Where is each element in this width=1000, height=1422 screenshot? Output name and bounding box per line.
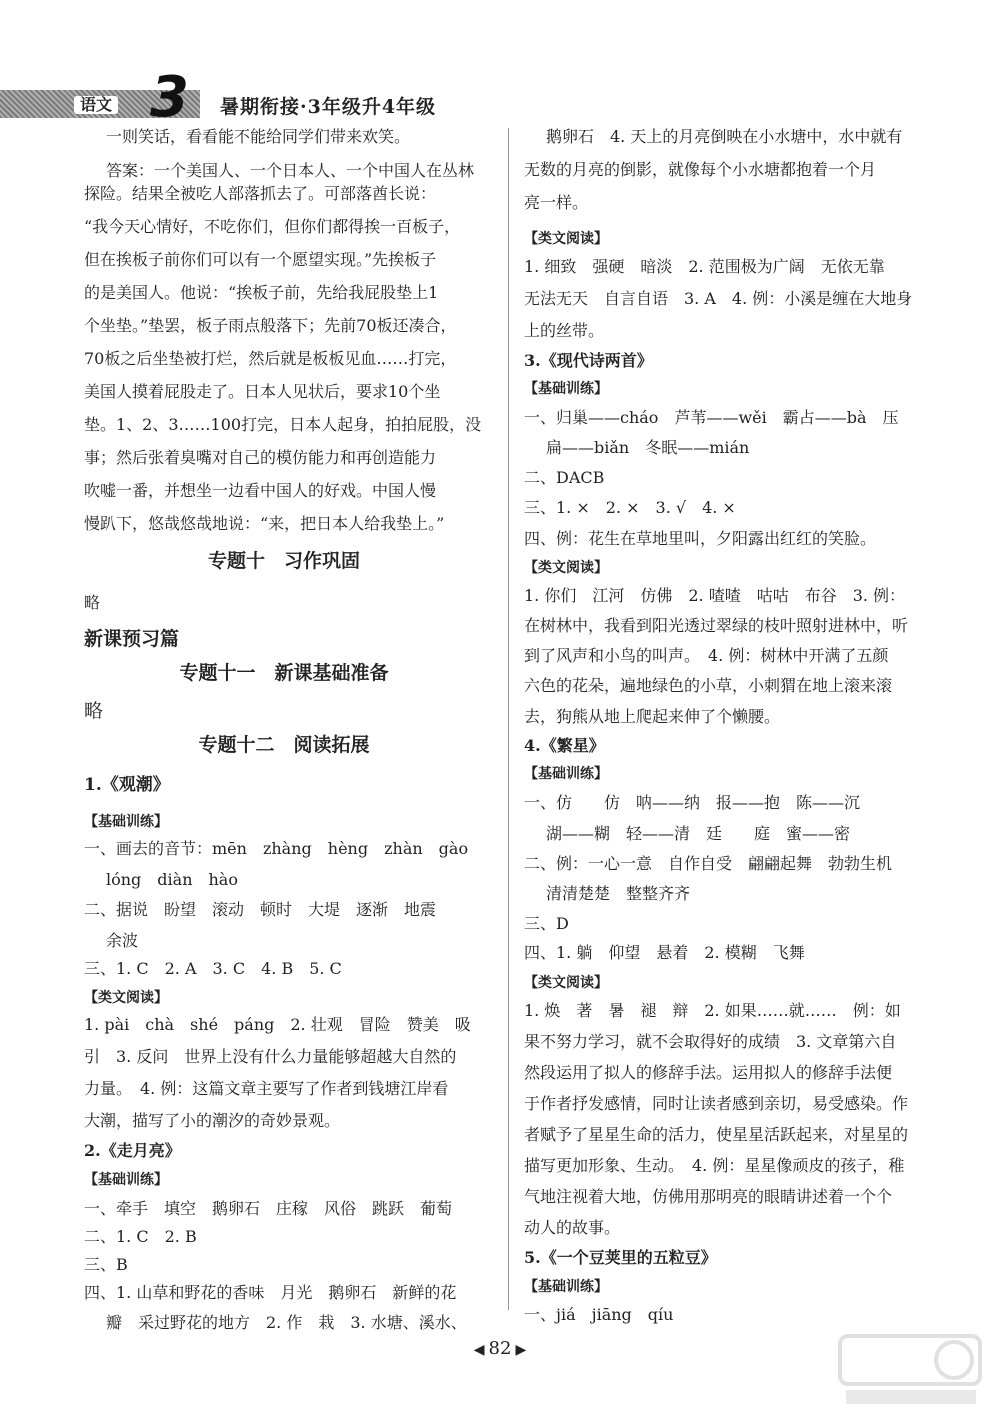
tag-label: 【基础训练】 <box>524 381 608 397</box>
text-line: 力量。 4. 例：这篇文章主要写了作者到钱塘江岸看 <box>84 1079 449 1098</box>
text-line: 到了风声和小鸟的叫声。 4. 例：树林中开满了五颜 <box>524 646 889 665</box>
text-line: 无法无天 自言自语 3. A 4. 例：小溪是缠在大地身 <box>524 289 913 308</box>
text-line: 亮一样。 <box>524 193 589 212</box>
tag-label: 【类文阅读】 <box>524 231 608 247</box>
text-line: lóng diàn hào <box>106 870 238 889</box>
tag-label: 【类文阅读】 <box>524 560 608 576</box>
watermark-logo-icon <box>836 1330 986 1410</box>
lesson-title: 5.《一个豆荚里的五粒豆》 <box>524 1248 717 1267</box>
text-line: 气地注视着大地，仿佛用那明亮的眼睛讲述着一个个 <box>524 1187 893 1206</box>
text-line: 三、1. C 2. A 3. C 4. B 5. C <box>84 959 342 978</box>
text-line: 垫。1、2、3……100打完，日本人起身，拍拍屁股，没 <box>84 415 482 434</box>
text-line: 大潮，描写了小的潮汐的奇妙景观。 <box>84 1111 341 1130</box>
text-line: 六色的花朵，遍地绿色的小草，小刺猬在地上滚来滚 <box>524 676 893 695</box>
page-header <box>0 65 1000 130</box>
text-line: 然段运用了拟人的修辞手法。运用拟人的修辞手法便 <box>524 1063 893 1082</box>
text-line: 二、DACB <box>524 468 605 487</box>
tag-label: 【基础训练】 <box>84 814 168 830</box>
text-line: 二、例：一心一意 自作自受 翩翩起舞 勃勃生机 <box>524 854 893 873</box>
text-line: 答案：一个美国人、一个日本人、一个中国人在丛林 <box>106 161 475 180</box>
section-heading: 专题十二 阅读拓展 <box>198 734 370 756</box>
left-arrow-icon: ◀ <box>473 1342 485 1358</box>
text-line: 四、1. 躺 仰望 悬着 2. 模糊 飞舞 <box>524 943 805 962</box>
lesson-title: 2.《走月亮》 <box>84 1141 181 1160</box>
tag-label: 【基础训练】 <box>524 766 608 782</box>
text-line: 在树林中，我看到阳光透过翠绿的枝叶照射进林中，听 <box>524 616 909 635</box>
text-line: 余波 <box>106 931 139 950</box>
text-line: 1. 焕 著 暑 褪 辩 2. 如果……就…… 例：如 <box>524 1001 901 1020</box>
text-line: 湖——糊 轻——清 廷 庭 蜜——密 <box>546 824 851 843</box>
lesson-title: 3.《现代诗两首》 <box>524 351 653 370</box>
text-line: 略 <box>84 593 101 612</box>
text-line: 三、D <box>524 914 569 933</box>
lesson-title: 1.《观潮》 <box>84 775 170 795</box>
text-line: 动人的故事。 <box>524 1218 621 1237</box>
text-line: 1. pài chà shé páng 2. 壮观 冒险 赞美 吸 <box>84 1015 471 1034</box>
text-line: 但在挨板子前你们可以有一个愿望实现。”先挨板子 <box>84 250 437 269</box>
text-line: 引 3. 反问 世界上没有什么力量能够超越大自然的 <box>84 1047 457 1066</box>
text-line: 鹅卵石 4. 天上的月亮倒映在小水塘中，水中就有 <box>546 127 903 146</box>
column-divider <box>508 128 509 1310</box>
text-line: 瓣 采过野花的地方 2. 作 栽 3. 水塘、溪水、 <box>106 1313 467 1332</box>
subject-label: 语文 <box>74 96 118 114</box>
text-line: 慢趴下，悠哉悠哉地说：“来，把日本人给我垫上。” <box>84 514 445 533</box>
text-line: 事；然后张着臭嘴对自己的模仿能力和再创造能力 <box>84 448 437 467</box>
text-line: 1. 你们 江河 仿佛 2. 喳喳 咕咕 布谷 3. 例： <box>524 586 906 605</box>
text-line: 一、归巢——cháo 芦苇——wěi 霸占——bà 压 <box>524 408 899 427</box>
text-line: 一则笑话，看看能不能给同学们带来欢笑。 <box>106 127 411 146</box>
text-line: 个坐垫。”垫罢，板子雨点般落下；先前70板还凑合， <box>84 316 457 335</box>
text-line: 一、牵手 填空 鹅卵石 庄稼 风俗 跳跃 葡萄 <box>84 1199 453 1218</box>
text-line: 探险。结果全被吃人部落抓去了。可部落酋长说： <box>84 184 437 203</box>
text-line: 70板之后坐垫被打烂，然后就是板板见血……打完， <box>84 349 457 368</box>
part-heading: 新课预习篇 <box>84 628 180 650</box>
lesson-title: 4.《繁星》 <box>524 736 605 755</box>
text-line: 果不努力学习，就不会取得好的成绩 3. 文章第六自 <box>524 1032 897 1051</box>
text-line: 二、1. C 2. B <box>84 1227 197 1246</box>
tag-label: 【基础训练】 <box>84 1172 168 1188</box>
text-line: 一、画去的音节：mēn zhàng hèng zhàn gào <box>84 839 469 858</box>
text-line: 清清楚楚 整整齐齐 <box>546 884 691 903</box>
text-line: 四、例：花生在草地里叫，夕阳露出红红的笑脸。 <box>524 529 877 548</box>
text-line: 的是美国人。他说：“挨板子前，先给我屁股垫上1 <box>84 283 439 302</box>
text-line: 吹嘘一番，并想坐一边看中国人的好戏。中国人慢 <box>84 481 437 500</box>
section-heading: 专题十 习作巩固 <box>207 550 360 572</box>
header-title: 暑期衔接·3年级升4年级 <box>220 96 437 118</box>
text-line: 扁——biǎn 冬眠——mián <box>546 438 750 457</box>
text-line: 描写更加形象、生动。 4. 例：星星像顽皮的孩子，稚 <box>524 1156 905 1175</box>
text-line: 略 <box>84 700 104 722</box>
text-line: 美国人摸着屁股走了。日本人见状后，要求10个坐 <box>84 382 441 401</box>
text-line: 1. 细致 强硬 暗淡 2. 范围极为广阔 无依无靠 <box>524 257 885 276</box>
text-line: 者赋予了星星生命的活力，使星星活跃起来，对星星的 <box>524 1125 909 1144</box>
text-line: “我今天心情好，不吃你们，但你们都得挨一百板子， <box>84 217 461 236</box>
book-number: 3 <box>150 65 189 130</box>
text-line: 无数的月亮的倒影，就像每个小水塘都抱着一个月 <box>524 160 877 179</box>
text-line: 三、B <box>84 1255 128 1274</box>
text-line: 去，狗熊从地上爬起来伸了个懒腰。 <box>524 707 781 726</box>
tag-label: 【基础训练】 <box>524 1279 608 1295</box>
text-line: 一、仿 仿 呐——纳 报——抱 陈——沉 <box>524 793 861 812</box>
text-line: 四、1. 山草和野花的香味 月光 鹅卵石 新鲜的花 <box>84 1283 457 1302</box>
text-line: 一、jiá jiāng qíu <box>524 1305 674 1324</box>
text-line: 三、1. × 2. × 3. √ 4. × <box>524 498 736 517</box>
section-heading: 专题十一 新课基础准备 <box>179 662 389 684</box>
right-arrow-icon: ▶ <box>515 1342 527 1358</box>
text-line: 上的丝带。 <box>524 321 605 340</box>
page-number-value: 82 <box>488 1338 512 1359</box>
text-line: 于作者抒发感情，同时让读者感到亲切，易受感染。作 <box>524 1094 909 1113</box>
text-line: 二、据说 盼望 滚动 顿时 大堤 逐渐 地震 <box>84 900 437 919</box>
tag-label: 【类文阅读】 <box>524 975 608 991</box>
tag-label: 【类文阅读】 <box>84 990 168 1006</box>
